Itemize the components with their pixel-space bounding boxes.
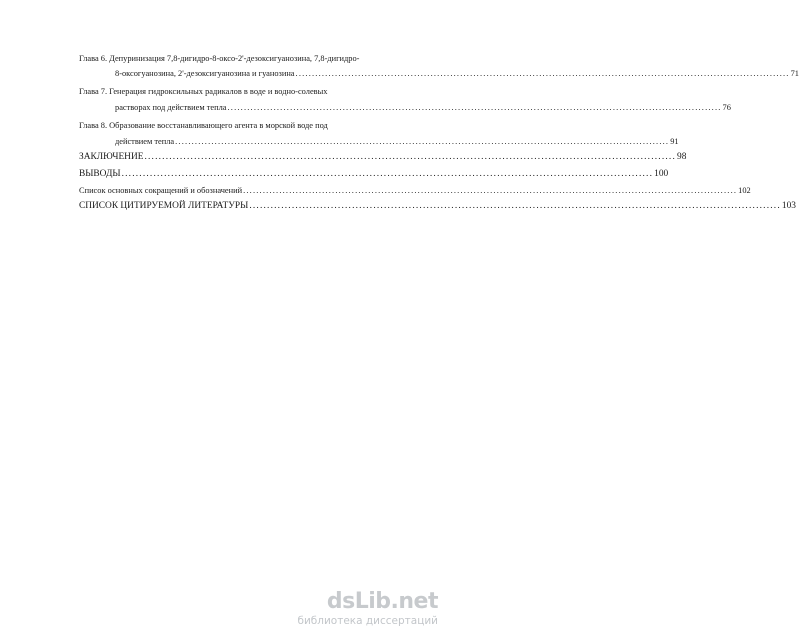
toc-chapter-8-title-line-2: действием тепла [115,137,175,146]
toc-chapter-7-entry [115,102,731,113]
toc-abbreviations-title: Список основных сокращений и обозначений [79,186,243,195]
toc-conclusion-entry [79,152,687,163]
toc-leader-dots: ...................................................................................................................................................... [295,69,790,78]
toc-leader-dots: ...................................................................................................................................................... [249,201,781,211]
toc-leader-dots: ...................................................................................................................................................... [144,152,677,162]
watermark [297,589,438,630]
toc-chapter-8-page: 91 [670,137,679,146]
toc-leader-dots: ...................................................................................................................................................... [175,137,670,146]
toc-references-page: 103 [781,201,796,211]
toc-chapter-8-title-line-1: Глава 8. Образование восстанавливающего агента в морской воде под [79,121,328,130]
toc-chapter-6-page: 71 [790,69,799,78]
watermark-logo: dsLib.net [326,589,438,614]
toc-chapter-7-page: 76 [722,103,731,112]
toc-leader-dots: ...................................................................................................................................................... [121,169,654,179]
toc-abbreviations-entry [79,185,751,196]
toc-abbreviations-page: 102 [738,186,751,195]
toc-chapter-8-entry [115,136,679,147]
toc-findings-page: 100 [654,169,669,179]
toc-findings-entry [79,169,669,180]
toc-leader-dots: ...................................................................................................................................................... [227,103,722,112]
toc-references-title: СПИСОК ЦИТИРУЕМОЙ ЛИТЕРАТУРЫ [79,201,249,211]
watermark-subtitle: библиотека диссертаций [297,615,438,627]
toc-chapter-6-title-line-2: 8-оксогуанозина, 2'-дезоксигуанозина и гуанозина [115,69,295,78]
toc-references-entry [79,201,796,212]
toc-conclusion-page: 98 [677,152,687,162]
toc-conclusion-title: ЗАКЛЮЧЕНИЕ [79,152,144,162]
toc-chapter-7-title-line-2: растворах под действием тепла [115,103,227,112]
toc-leader-dots: ...................................................................................................................................................... [243,186,738,195]
toc-chapter-6-title-line-1: Глава 6. Депуринизация 7,8-дигидро-8-оксо-2'-дезоксигуанозина, 7,8-дигидро- [79,54,360,63]
toc-findings-title: ВЫВОДЫ [79,169,121,179]
toc-chapter-7-title-line-1: Глава 7. Генерация гидроксильных радикалов в воде и водно-солевых [79,87,328,96]
toc-chapter-6-entry [115,68,799,79]
